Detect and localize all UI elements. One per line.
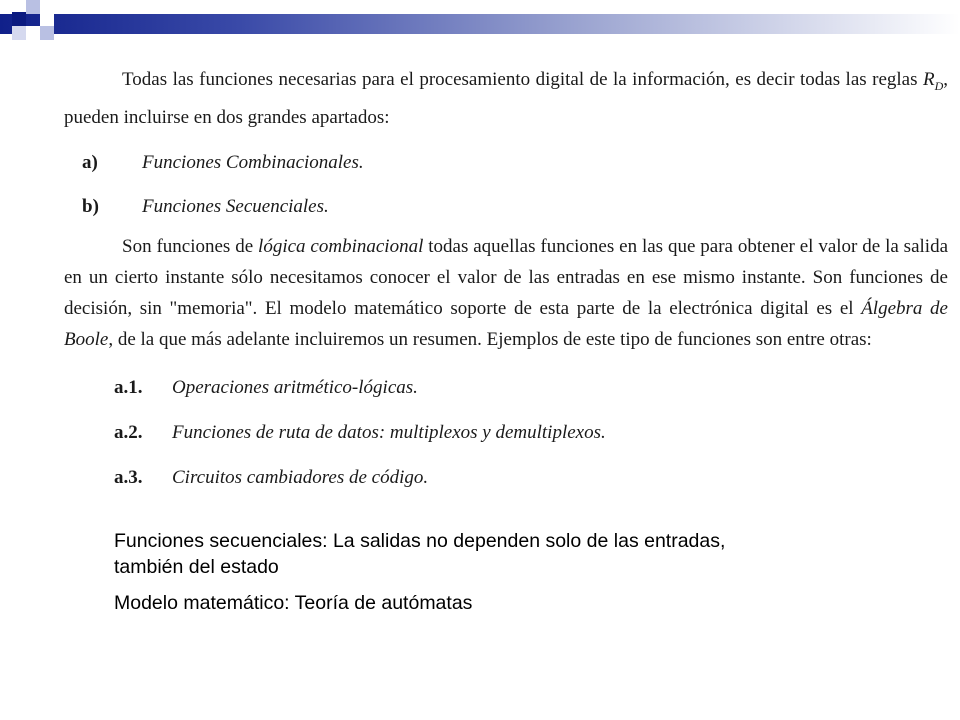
combinational-paragraph <box>64 231 948 355</box>
list-marker: a.3. <box>114 466 143 488</box>
list-item <box>114 410 948 455</box>
rd-letter: R <box>922 69 935 90</box>
sequential-functions-text: Funciones secuenciales: La salidas no dependen solo de las entradas, también del estado <box>114 530 726 578</box>
list-marker: a) <box>82 152 98 174</box>
list-item-text: Operaciones aritmético-lógicas. <box>172 376 418 398</box>
list-item-text: Funciones de ruta de datos: multiplexos y demultiplexos. <box>172 421 606 443</box>
scanned-text-excerpt <box>64 64 948 504</box>
list-item-text: Funciones Secuenciales. <box>142 196 329 218</box>
list-item <box>82 141 948 185</box>
list-item <box>114 455 948 500</box>
paragraph-text: , de la que más adelante incluiremos un resumen. Ejemplos de este tipo de funciones son entre otras: <box>108 328 872 350</box>
list-marker: a.2. <box>114 421 143 443</box>
function-types-list <box>82 141 948 229</box>
list-item <box>114 365 948 410</box>
slide-body-text <box>114 528 734 626</box>
intro-text-end: , pueden incluirse en dos grandes apartados: <box>64 69 948 128</box>
header-square-dark <box>12 12 26 26</box>
header-square-pale <box>12 26 26 40</box>
list-item <box>82 185 948 229</box>
header-square-light <box>26 0 40 14</box>
list-marker: a.1. <box>114 376 143 398</box>
header-square-white <box>26 26 40 40</box>
intro-paragraph <box>64 64 948 133</box>
math-model-text: Modelo matemático: Teoría de autómatas <box>114 592 473 614</box>
rd-subscript: D <box>934 78 944 93</box>
header-gradient-bar <box>0 14 960 34</box>
intro-text: Todas las funciones necesarias para el procesamiento digital de la información, es decir todas las reglas <box>122 69 923 90</box>
examples-list <box>114 365 948 500</box>
list-item-text: Funciones Combinacionales. <box>142 152 364 174</box>
list-marker: b) <box>82 196 99 218</box>
rd-symbol <box>922 69 944 93</box>
paragraph-text: todas aquellas funciones en las que para obtener el valor de la salida en un cierto instante sólo necesitamos conocer el valor de las entradas en ese mismo instante. Son funciones de decisión, sin "memoria". El modelo matemático soporte de esta parte de la electrónica digital es el <box>64 235 949 319</box>
paragraph-text: Son funciones de <box>122 235 259 257</box>
emphasis-text: Álgebra de Boole <box>64 297 948 350</box>
header-square-light <box>40 26 54 40</box>
emphasis-text: lógica combinacional <box>258 235 424 257</box>
list-item-text: Circuitos cambiadores de código. <box>172 466 429 488</box>
header-square-white <box>40 12 54 26</box>
